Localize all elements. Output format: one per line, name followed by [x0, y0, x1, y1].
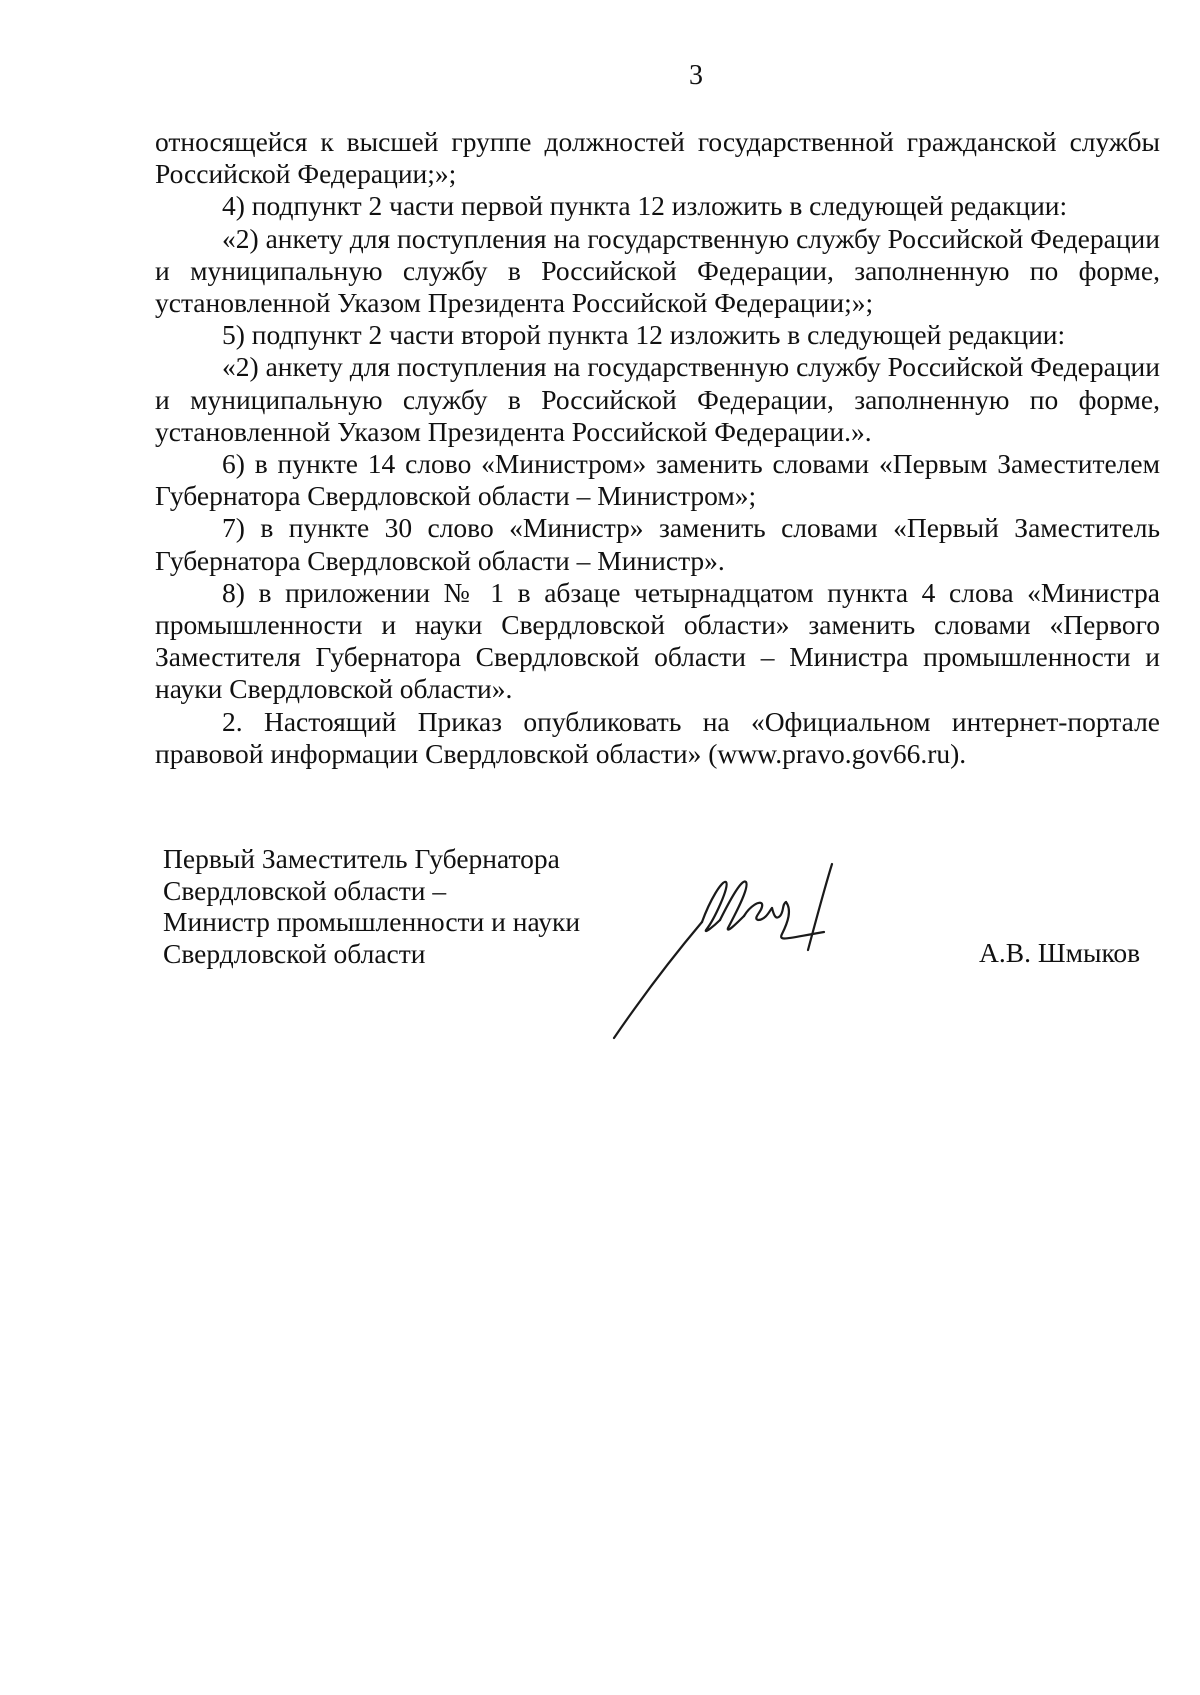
paragraph-section-2: 2. Настоящий Приказ опубликовать на «Официальном интернет-портале правовой информации Свердловской области» (www.pravo.gov66.ru).: [155, 705, 1160, 769]
paragraph-continuation: относящейся к высшей группе должностей государственной гражданской службы Российской Федерации;»;: [155, 126, 1160, 190]
paragraph-item-8: 8) в приложении № 1 в абзаце четырнадцатом пункта 4 слова «Министра промышленности и науки Свердловской области» заменить словами «Первого Заместителя Губернатора Свердловской области – Министра промышленности и науки Свердловской области».: [155, 576, 1160, 705]
signatory-title-line: Свердловской области –: [163, 874, 447, 906]
handwritten-signature: [610, 860, 900, 1040]
paragraph-item-4: 4) подпункт 2 части первой пункта 12 изложить в следующей редакции:: [222, 190, 1068, 222]
signatory-title-line: Министр промышленности и науки: [163, 906, 581, 937]
paragraph-item-5: 5) подпункт 2 части второй пункта 12 изложить в следующей редакции:: [222, 319, 1066, 351]
signatory-title-line: Первый Заместитель Губернатора: [163, 843, 560, 874]
paragraph-item-4-text: «2) анкету для поступления на государственную службу Российской Федерации и муниципальную службу в Российской Федерации, заполненную по форме, установленной Указом Президента Российской Федерации;»;: [155, 222, 1160, 319]
paragraph-item-6: 6) в пункте 14 слово «Министром» заменить словами «Первым Заместителем Губернатора Свердловской области – Министром»;: [155, 448, 1160, 512]
page-number: 3: [689, 60, 703, 91]
signatory-title-line: Свердловской области: [163, 937, 426, 969]
signatory-name: А.В. Шмыков: [979, 937, 1141, 968]
document-body: [155, 126, 1160, 770]
paragraph-item-5-text: «2) анкету для поступления на государственную службу Российской Федерации и муниципальную службу в Российской Федерации, заполненную по форме, установленной Указом Президента Российской Федерации.».: [155, 351, 1160, 447]
signatory-title: [163, 843, 580, 969]
paragraph-item-7: 7) в пункте 30 слово «Министр» заменить словами «Первый Заместитель Губернатора Свердловской области – Министр».: [155, 512, 1160, 576]
